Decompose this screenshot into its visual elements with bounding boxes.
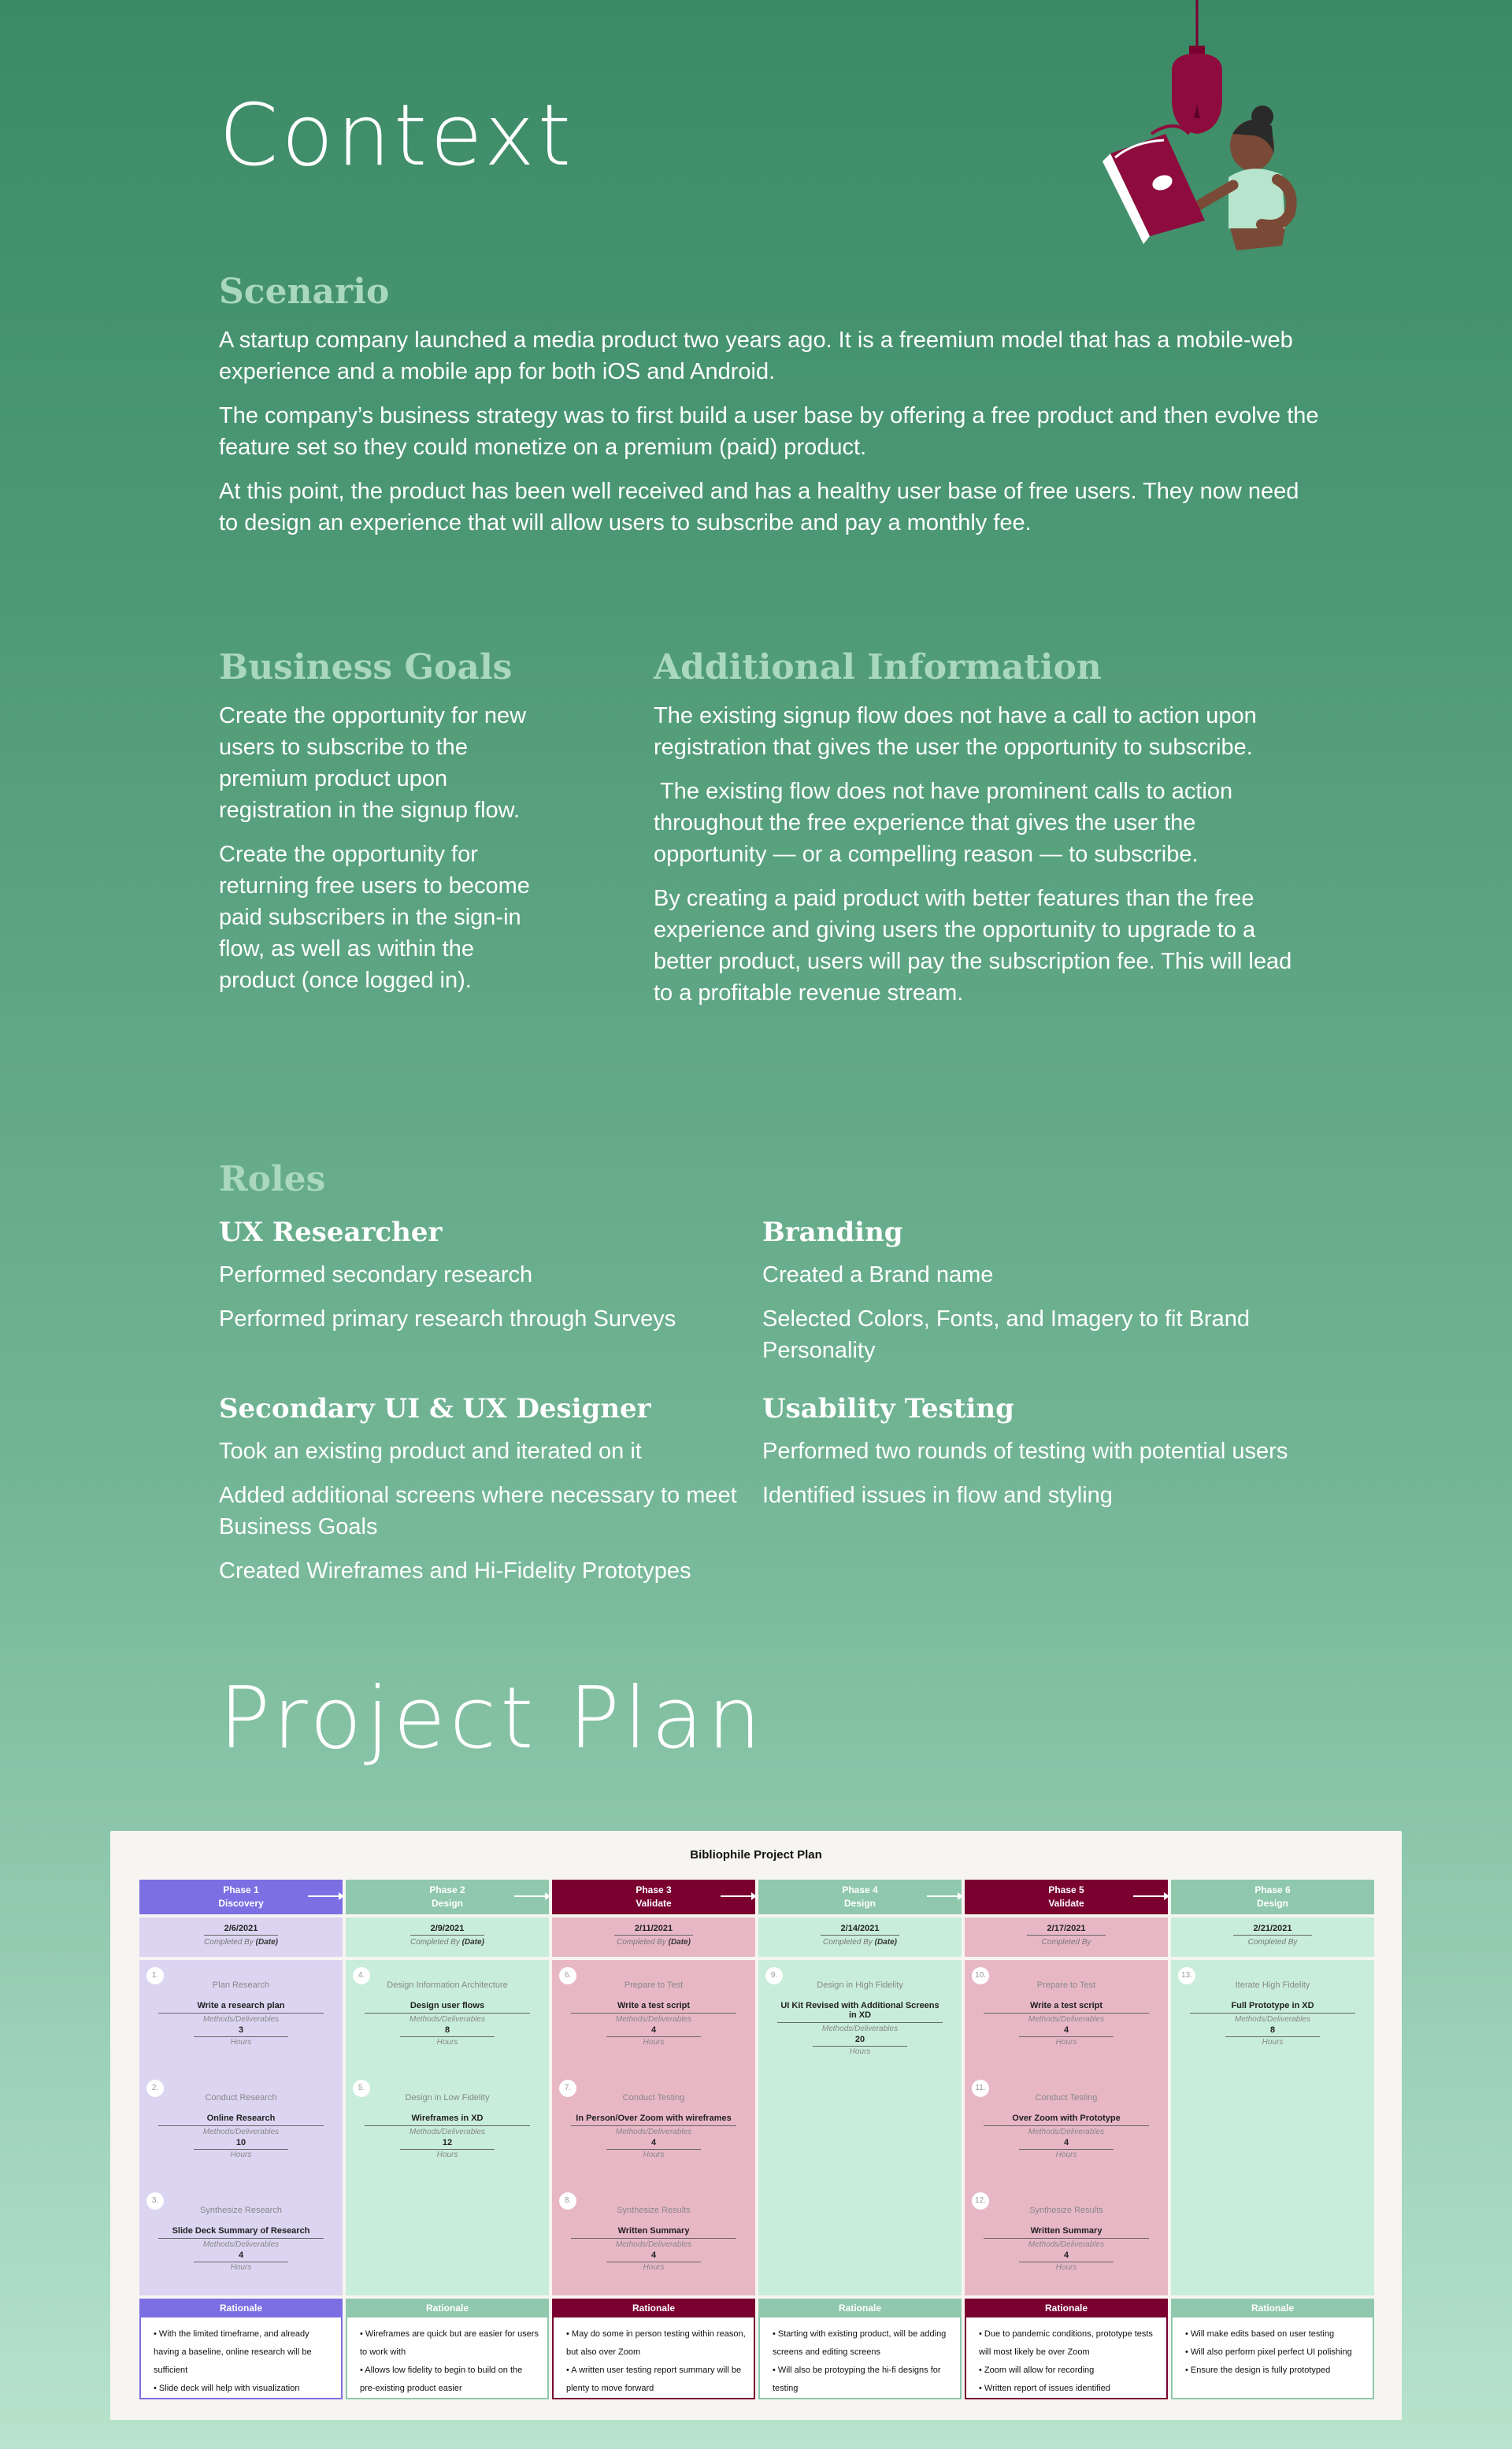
phase-name: Phase 6 [1254,1884,1291,1895]
hours-label: Hours [643,2038,665,2047]
rationale-header: Rationale [346,2299,549,2317]
hours-label: Hours [849,2047,871,2056]
rationale-header: Rationale [1171,2299,1374,2317]
date-tag: (Date) [255,1938,278,1947]
phase-step [965,2073,1168,2183]
rationale-body [758,2317,962,2399]
phase-steps [552,1960,755,2295]
step-hours: 8 [400,2025,495,2037]
phase-name: Phase 2 [429,1884,465,1895]
additional-info-paragraph: The existing flow does not have prominent calls to action throughout the free experience that gives the user the opportunity — or a compelling reason — to subscribe. [654,779,1240,867]
step-deliverable: Full Prototype in XD [1190,2001,1355,2014]
phase-step [552,1960,755,2070]
step-number: 11. [972,2080,989,2097]
completed-by-label: Completed By [1041,1938,1091,1947]
methods-label: Methods/Deliverables [409,2015,486,2024]
step-deliverable: In Person/Over Zoom with wireframes [571,2114,736,2126]
step-title: Synthesize Research [200,2206,282,2215]
rationale-bullet: • A written user testing report summary will be plenty to move forward [566,2366,742,2393]
completed-by-label: Completed By [617,1938,666,1947]
step-number: 12. [972,2192,989,2210]
phase-header [552,1880,755,1914]
step-hours: 12 [400,2138,495,2150]
arrow-right-icon [721,1895,755,1897]
additional-info-paragraph: By creating a paid product with better features than the free experience and giving users the opportunity to upgrade to a better product, users will pay the subscription fee. This will lead to a profitable revenue stream. [654,886,1299,1006]
rationale-bullet: • Will also perform pixel perfect UI polishing [1185,2347,1352,2357]
completed-by-label: Completed By [1247,1938,1298,1947]
completed-by-label: Completed By [204,1938,254,1947]
phase-step [965,2185,1168,2295]
step-hours: 4 [606,2251,701,2262]
role-usability-testing [762,1393,1306,1524]
scenario-heading: Scenario [219,272,390,312]
phase-name: Phase 5 [1048,1884,1084,1895]
rationale-bullet: • With the limited timeframe, and already having a baseline, online research will be sufficient [154,2329,312,2375]
rationale-header: Rationale [965,2299,1168,2317]
hours-label: Hours [643,2151,665,2159]
step-title: Prepare to Test [1036,1980,1096,1990]
date-tag: (Date) [874,1938,897,1947]
role-title: Secondary UI & UX Designer [219,1393,651,1425]
additional-info-heading: Additional Information [654,647,1102,687]
role-ui-ux-designer [219,1393,754,1599]
phase-header [139,1880,343,1914]
step-deliverable: Over Zoom with Prototype [984,2114,1149,2126]
role-title: Branding [762,1217,903,1248]
methods-label: Methods/Deliverables [1028,2128,1105,2136]
rationale-bullet: • Ensure the design is fully prototyped [1185,2366,1331,2375]
methods-label: Methods/Deliverables [1234,2015,1311,2024]
phase-header [758,1880,962,1914]
role-branding [762,1217,1314,1379]
role-item: Took an existing product and iterated on it [219,1439,642,1464]
step-title: Plan Research [212,1980,270,1990]
role-item: Created Wireframes and Hi-Fidelity Prototypes [219,1558,691,1584]
step-deliverable: Slide Deck Summary of Research [158,2226,324,2239]
phase-date: 2/21/2021 [1233,1924,1313,1936]
phase-steps [346,1960,549,2295]
role-title: Usability Testing [762,1393,1014,1425]
role-item: Performed two rounds of testing with potential users [762,1439,1288,1464]
step-title: Prepare to Test [624,1980,684,1990]
step-number: 3. [146,2192,164,2210]
rationale-bullet: • May do some in person testing within reason, but also over Zoom [566,2329,746,2357]
phase-subtitle: Design [431,1898,463,1909]
step-deliverable: Wireframes in XD [365,2114,530,2126]
methods-label: Methods/Deliverables [615,2015,692,2024]
phase-step [1171,1960,1374,2070]
business-goal-paragraph: Create the opportunity for new users to subscribe to the premium product upon registration in the signup flow. [219,703,527,823]
step-number: 4. [353,1967,370,1984]
rationale-bullet: • Will also be protoyping the hi-fi designs for testing [773,2366,941,2393]
step-hours: 4 [606,2025,701,2037]
arrow-right-icon [1133,1895,1168,1897]
step-hours: 3 [194,2025,288,2037]
step-deliverable: Write a test script [984,2001,1149,2014]
rationale-bullet: • Due to pandemic conditions, prototype tests will most likely be over Zoom [979,2329,1153,2357]
phase-step [346,2073,549,2183]
step-deliverable: Write a test script [571,2001,736,2014]
arrow-right-icon [514,1895,549,1897]
scenario-paragraph: A startup company launched a media product two years ago. It is a freemium model that has a mobile-web experience and a mobile app for both iOS and Android. [219,328,1293,384]
business-goal-paragraph: Create the opportunity for returning free users to become paid subscribers in the sign-in flow, as well as within the product (once logged in). [219,842,530,993]
step-hours: 10 [194,2138,288,2150]
phase-date: 2/6/2021 [204,1924,279,1936]
phase-header [965,1880,1168,1914]
phase-column [758,1880,962,2399]
role-item: Performed secondary research [219,1262,533,1287]
hours-label: Hours [643,2263,665,2272]
rationale-body [139,2317,343,2399]
phase-steps [965,1960,1168,2295]
step-hours: 4 [1019,2025,1114,2037]
scenario-paragraph: The company’s business strategy was to first build a user base by offering a free product and then evolve the feature set so they could monetize on a premium (paid) product. [219,403,1319,460]
phase-header [1171,1880,1374,1914]
phase-step [552,2073,755,2183]
step-hours: 4 [194,2251,288,2262]
phase-name: Phase 4 [842,1884,878,1895]
phase-name: Phase 1 [223,1884,259,1895]
step-hours: 20 [813,2035,907,2047]
rationale-bullet: • Written report of issues identified [979,2384,1110,2393]
step-number: 10. [972,1967,989,1984]
phase-date: 2/9/2021 [410,1924,485,1936]
step-deliverable: UI Kit Revised with Additional Screens in XD [777,2001,943,2023]
rationale-header: Rationale [552,2299,755,2317]
rationale-body [965,2317,1168,2399]
phase-steps [1171,1960,1374,2295]
step-deliverable: Online Research [158,2114,324,2126]
phase-date-box [965,1917,1168,1957]
date-tag: (Date) [461,1938,484,1947]
step-title: Design in Low Fidelity [405,2093,490,2103]
phase-date-box [1171,1917,1374,1957]
step-title: Iterate High Fidelity [1235,1980,1310,1990]
plan-card-title: Bibliophile Project Plan [690,1848,822,1862]
phase-date-box [758,1917,962,1957]
step-title: Design in High Fidelity [817,1980,903,1990]
phase-step [139,1960,343,2070]
step-number: 6. [559,1967,576,1984]
rationale-bullet: • Slide deck will help with visualization [154,2384,300,2393]
rationale-header: Rationale [139,2299,343,2317]
role-item: Created a Brand name [762,1262,994,1287]
phase-date: 2/17/2021 [1027,1924,1106,1936]
phase-name: Phase 3 [636,1884,672,1895]
methods-label: Methods/Deliverables [821,2025,899,2033]
role-item: Added additional screens where necessary to meet Business Goals [219,1483,737,1539]
phase-header [346,1880,549,1914]
methods-label: Methods/Deliverables [202,2015,280,2024]
step-deliverable: Write a research plan [158,2001,324,2014]
role-ux-researcher [219,1217,739,1347]
step-title: Synthesize Results [1029,2206,1103,2215]
phase-step [139,2185,343,2295]
project-plan-title: Project Plan [219,1669,765,1768]
step-number: 7. [559,2080,576,2097]
phase-step [552,2185,755,2295]
roles-heading: Roles [219,1159,326,1199]
rationale-bullet: • Zoom will allow for recording [979,2366,1095,2375]
step-number: 2. [146,2080,164,2097]
step-deliverable: Written Summary [571,2226,736,2239]
step-title: Conduct Testing [1035,2093,1098,2103]
rationale-bullet: • Will make edits based on user testing [1185,2329,1335,2339]
phase-column [1171,1880,1374,2399]
project-plan-card [110,1831,1402,2420]
rationale-bullet: • Starting with existing product, will be adding screens and editing screens [773,2329,947,2357]
phase-subtitle: Discovery [218,1898,264,1909]
arrow-right-icon [308,1895,343,1897]
hours-label: Hours [436,2151,458,2159]
step-hours: 4 [1019,2251,1114,2262]
step-title: Design Information Architecture [387,1980,508,1990]
role-item: Performed primary research through Surveys [219,1306,676,1332]
completed-by-label: Completed By [823,1938,873,1947]
methods-label: Methods/Deliverables [409,2128,486,2136]
arrow-right-icon [927,1895,962,1897]
step-title: Conduct Research [205,2093,277,2103]
methods-label: Methods/Deliverables [1028,2240,1105,2249]
hours-label: Hours [1262,2038,1284,2047]
phase-column [552,1880,755,2399]
rationale-body [552,2317,755,2399]
step-title: Conduct Testing [622,2093,685,2103]
hours-label: Hours [230,2038,252,2047]
phase-step [139,2073,343,2183]
step-hours: 4 [606,2138,701,2150]
methods-label: Methods/Deliverables [1028,2015,1105,2024]
scenario-paragraph: At this point, the product has been well received and has a healthy user base of free users. They now need to design an experience that will allow users to subscribe and pay a monthly fee. [219,479,1299,535]
phase-step [965,1960,1168,2070]
phase-column [965,1880,1168,2399]
role-item: Identified issues in flow and styling [762,1483,1113,1508]
phase-column [139,1880,343,2399]
step-number: 5. [353,2080,370,2097]
hours-label: Hours [1055,2038,1077,2047]
hours-label: Hours [1055,2151,1077,2159]
methods-label: Methods/Deliverables [615,2128,692,2136]
completed-by-label: Completed By [410,1938,460,1947]
phase-date: 2/14/2021 [821,1924,900,1936]
step-hours: 8 [1225,2025,1320,2037]
reading-girl-illustration [1079,0,1315,260]
phase-date-box [139,1917,343,1957]
step-number: 13. [1178,1967,1195,1984]
role-title: UX Researcher [219,1217,443,1248]
phase-subtitle: Validate [1048,1898,1084,1909]
step-title: Synthesize Results [617,2206,691,2215]
rationale-bullet: • Allows low fidelity to begin to build on the pre-existing product easier [360,2366,523,2393]
phase-column [346,1880,549,2399]
step-hours: 4 [1019,2138,1114,2150]
rationale-body [346,2317,549,2399]
phase-date: 2/11/2021 [614,1924,693,1936]
step-deliverable: Design user flows [365,2001,530,2014]
methods-label: Methods/Deliverables [615,2240,692,2249]
rationale-header: Rationale [758,2299,962,2317]
date-tag: (Date) [668,1938,691,1947]
phase-date-box [552,1917,755,1957]
hours-label: Hours [230,2263,252,2272]
role-item: Selected Colors, Fonts, and Imagery to fit Brand Personality [762,1306,1250,1363]
methods-label: Methods/Deliverables [202,2128,280,2136]
hours-label: Hours [230,2151,252,2159]
phase-subtitle: Design [1256,1898,1288,1909]
step-number: 9. [765,1967,783,1984]
phase-step [346,1960,549,2070]
step-number: 1. [146,1967,164,1984]
phase-subtitle: Validate [636,1898,672,1909]
step-number: 8. [559,2192,576,2210]
phase-date-box [346,1917,549,1957]
phase-subtitle: Design [843,1898,876,1909]
context-title: Context [219,87,575,185]
phase-steps [139,1960,343,2295]
phase-steps [758,1960,962,2295]
methods-label: Methods/Deliverables [202,2240,280,2249]
step-deliverable: Written Summary [984,2226,1149,2239]
business-goals-heading: Business Goals [219,647,513,687]
hours-label: Hours [436,2038,458,2047]
hours-label: Hours [1055,2263,1077,2272]
rationale-bullet: • Wireframes are quick but are easier for users to work with [360,2329,539,2357]
rationale-body [1171,2317,1374,2399]
phase-step [758,1960,962,2070]
additional-info-paragraph: The existing signup flow does not have a call to action upon registration that gives the user the opportunity to subscribe. [654,703,1263,760]
